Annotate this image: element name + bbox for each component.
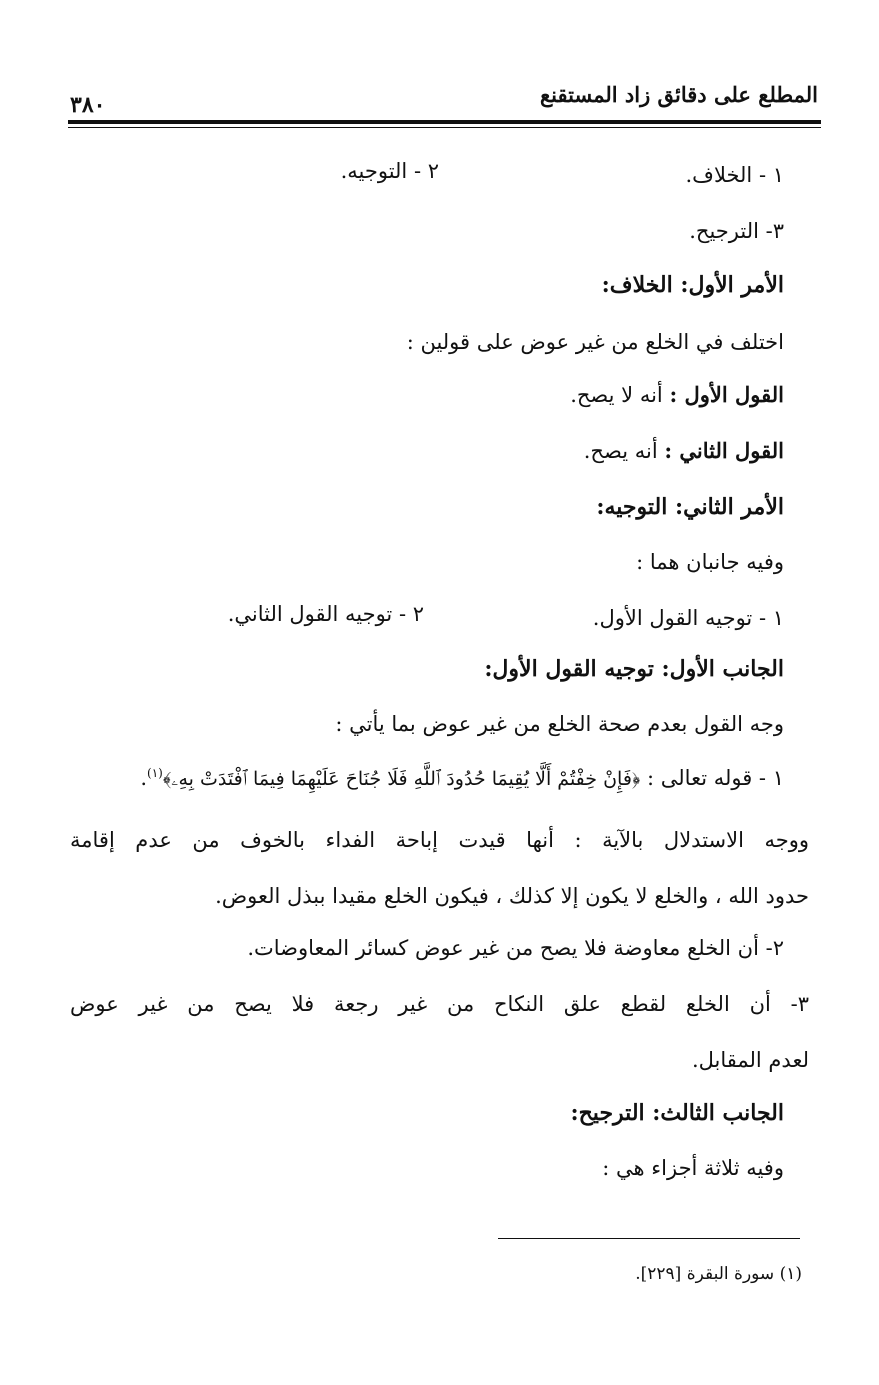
side-item-1: ١ - توجيه القول الأول. (592, 606, 784, 630)
outline-item-2: ٢ - التوجيه. (340, 159, 439, 183)
heading-first-matter: الأمر الأول: الخلاف: (601, 272, 784, 298)
heading-second-matter: الأمر الثاني: التوجيه: (596, 494, 784, 520)
footnote-separator (498, 1238, 800, 1239)
saying-1 (570, 382, 784, 407)
proof-1-prefix: ١ - قوله تعالى : (647, 766, 784, 790)
side-1-intro: وجه القول بعدم صحة الخلع من غير عوض بما يأتي : (335, 712, 784, 736)
header-rule-thin (68, 127, 821, 128)
proof-3-line-1: ٣- أن الخلع لقطع علق النكاح من غير رجعة فلا يصح من غير عوض (70, 992, 809, 1016)
outline-item-3: ٣- الترجيح. (689, 219, 784, 243)
proof-1 (140, 766, 784, 790)
saying-1-label: القول الأول : (669, 382, 784, 407)
side-item-2: ٢ - توجيه القول الثاني. (227, 602, 424, 626)
footnote: (١) سورة البقرة [٢٢٩]. (635, 1264, 802, 1284)
proof-3-line-2: لعدم المقابل. (691, 1048, 809, 1072)
three-parts-intro: وفيه ثلاثة أجزاء هي : (602, 1156, 784, 1180)
footnote-ref: (١) (147, 766, 163, 780)
inference-line-2: حدود الله ، والخلع لا يكون إلا كذلك ، فيكون الخلع مقيدا ببذل العوض. (215, 884, 809, 908)
heading-side-1: الجانب الأول: توجيه القول الأول: (484, 656, 784, 682)
page-number: ٣٨٠ (70, 92, 106, 118)
quran-verse: ﴿فَإِنْ خِفْتُمْ أَلَّا يُقِيمَا حُدُودَ ٱللَّهِ فَلَا جُنَاحَ عَلَيْهِمَا فِيمَا ٱفْتَدَتْ بِهِۦ﴾ (162, 768, 641, 790)
proof-2: ٢- أن الخلع معاوضة فلا يصح من غير عوض كسائر المعاوضات. (247, 936, 784, 960)
dispute-intro: اختلف في الخلع من غير عوض على قولين : (406, 330, 784, 354)
two-sides-intro: وفيه جانبان هما : (636, 550, 784, 574)
inference-line-1: ووجه الاستدلال بالآية : أنها قيدت إباحة الفداء بالخوف من عدم إقامة (70, 828, 809, 852)
running-title: المطلع على دقائق زاد المستقنع (539, 82, 818, 107)
outline-item-1: ١ - الخلاف. (685, 163, 784, 187)
saying-2-text: أنه يصح. (583, 439, 658, 463)
header-rule-thick (68, 120, 821, 124)
saying-2-label: القول الثاني : (664, 438, 784, 463)
heading-side-3: الجانب الثالث: الترجيح: (570, 1100, 784, 1126)
saying-2 (584, 438, 784, 463)
saying-1-text: أنه لا يصح. (570, 383, 663, 407)
proof-1-end: . (140, 766, 148, 790)
